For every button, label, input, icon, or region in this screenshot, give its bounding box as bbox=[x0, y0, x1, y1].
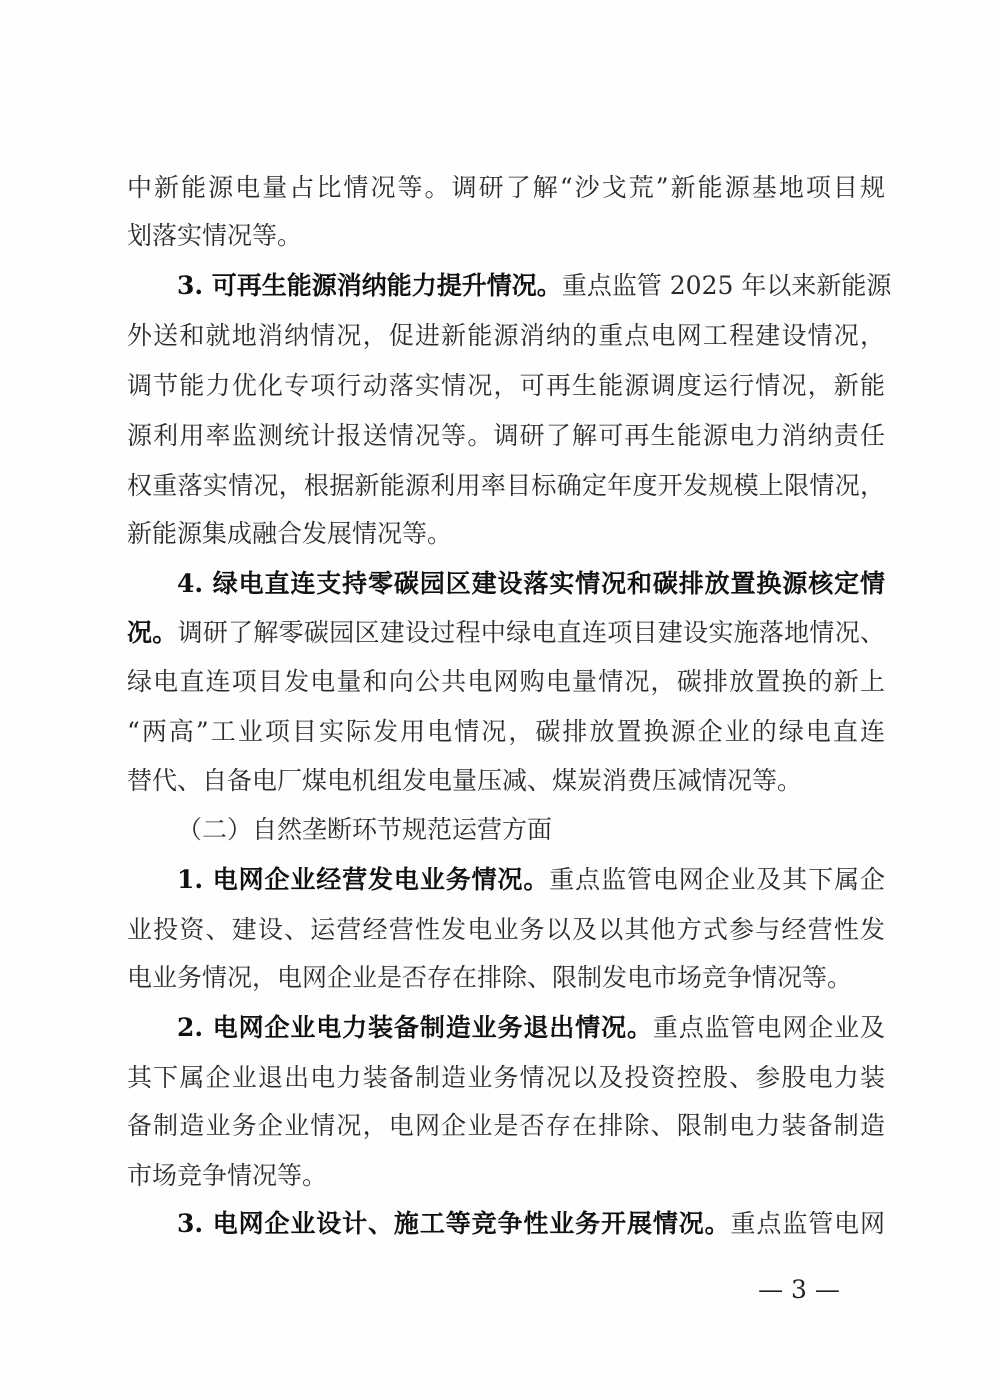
body-text: 外送和就地消纳情况，促进新能源消纳的重点电网工程建设情况， bbox=[127, 321, 885, 350]
subsection-title: （二）自然垄断环节规范运营方面 bbox=[177, 815, 553, 844]
body-text: “两高”工业项目实际发用电情况，碳排放置换源企业的绿电直连 bbox=[127, 717, 885, 746]
body-text-line bbox=[127, 956, 885, 1000]
body-text: 备制造业务企业情况，电网企业是否存在排除、限制电力装备制造 bbox=[127, 1111, 885, 1140]
body-text-line bbox=[127, 759, 885, 803]
body-text-line bbox=[127, 414, 885, 458]
body-text: 调研了解零碳园区建设过程中绿电直连项目建设实施落地情况、 bbox=[177, 618, 885, 647]
body-text-line bbox=[127, 660, 885, 704]
body-text: 划落实情况等。 bbox=[127, 221, 303, 250]
page-number: — 3 — bbox=[758, 1275, 840, 1304]
section-heading-line bbox=[127, 611, 885, 655]
body-text: 重点监管 2025 年以来新能源 bbox=[561, 271, 892, 300]
body-text-line bbox=[127, 512, 885, 556]
body-text-line bbox=[127, 314, 885, 358]
body-text-line bbox=[127, 1056, 885, 1100]
body-text: 重点监管电网企业及 bbox=[652, 1013, 885, 1042]
section-heading-line bbox=[177, 562, 885, 606]
body-text: 绿电直连项目发电量和向公共电网购电量情况，碳排放置换的新上 bbox=[127, 667, 885, 696]
body-text: 调节能力优化专项行动落实情况，可再生能源调度运行情况，新能 bbox=[127, 371, 885, 400]
section-heading-line bbox=[177, 1006, 885, 1050]
section-heading-line bbox=[177, 264, 892, 308]
body-text: 业投资、建设、运营经营性发电业务以及以其他方式参与经营性发 bbox=[127, 915, 885, 944]
body-text: 电业务情况，电网企业是否存在排除、限制发电市场竞争情况等。 bbox=[127, 963, 853, 992]
body-text-line bbox=[127, 1104, 885, 1148]
section-heading: 4. 绿电直连支持零碳园区建设落实情况和碳排放置换源核定情 bbox=[177, 569, 885, 598]
body-text-line bbox=[127, 1154, 885, 1198]
section-heading-line bbox=[177, 1202, 885, 1246]
section-heading: 2. 电网企业电力装备制造业务退出情况。 bbox=[177, 1013, 653, 1042]
body-text-line bbox=[127, 908, 885, 952]
body-text: 替代、自备电厂煤电机组发电量压减、煤炭消费压减情况等。 bbox=[127, 766, 803, 795]
section-heading: 况。 bbox=[127, 618, 178, 647]
body-text-line bbox=[127, 464, 885, 508]
body-text: 权重落实情况，根据新能源利用率目标确定年度开发规模上限情况， bbox=[127, 471, 885, 500]
section-heading: 1. 电网企业经营发电业务情况。 bbox=[177, 865, 550, 894]
body-text: 其下属企业退出电力装备制造业务情况以及投资控股、参股电力装 bbox=[127, 1063, 885, 1092]
body-text: 中新能源电量占比情况等。调研了解“沙戈荒”新能源基地项目规 bbox=[127, 173, 885, 202]
body-text: 源利用率监测统计报送情况等。调研了解可再生能源电力消纳责任 bbox=[127, 421, 885, 450]
body-text: 市场竞争情况等。 bbox=[127, 1161, 328, 1190]
body-text-line bbox=[127, 214, 885, 258]
subsection-heading bbox=[177, 808, 552, 852]
section-heading: 3. 电网企业设计、施工等竞争性业务开展情况。 bbox=[177, 1209, 731, 1238]
section-heading-line bbox=[177, 858, 885, 902]
body-text-line bbox=[127, 166, 885, 210]
body-text: 重点监管电网企业及其下属企 bbox=[549, 865, 885, 894]
body-text-line bbox=[127, 364, 885, 408]
body-text-line bbox=[127, 710, 885, 754]
section-heading: 3. 可再生能源消纳能力提升情况。 bbox=[177, 271, 562, 300]
body-text: 重点监管电网 bbox=[730, 1209, 885, 1238]
body-text: 新能源集成融合发展情况等。 bbox=[127, 519, 453, 548]
